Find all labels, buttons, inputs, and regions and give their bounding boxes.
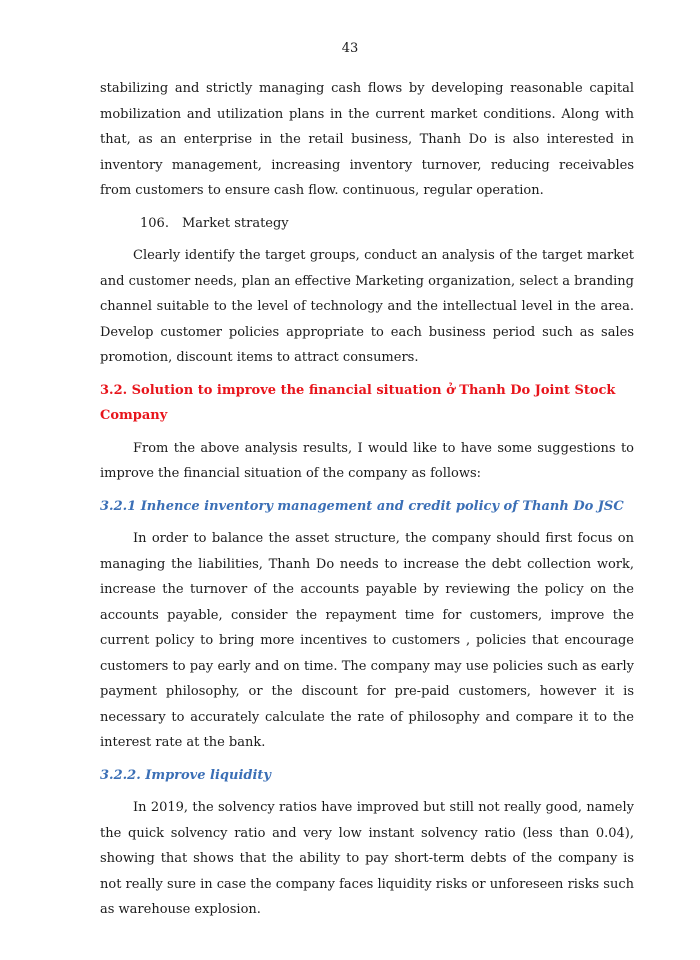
intro-paragraph: stabilizing and strictly managing cash flows by developing reasonable capital mobilization and utilization plans in the current market conditions. Along with that, as an enterprise in the retail business, Thanh Do is also interested in inventory management, increasing inventory turnover, reducing receivables from customers to ensure cash flow. continuous, regular operation. bbox=[100, 81, 634, 198]
section-heading-3-2-1: 3.2.1 Inhence inventory management and credit policy of Thanh Do JSC bbox=[100, 498, 624, 514]
section-heading-3-2-2: 3.2.2. Improve liquidity bbox=[100, 767, 271, 783]
page-number: 43 bbox=[341, 41, 359, 56]
list-item-number: 106. bbox=[140, 215, 169, 231]
page-body bbox=[100, 76, 634, 930]
market-strategy-paragraph: Clearly identify the target groups, conduct an analysis of the target market and customer needs, plan an effective Marketing organization, select a branding channel suitable to the level of technology and the intellectual level in the area. Develop customer policies appropriate to each business period such as sales promotion, discount items to attract consumers. bbox=[100, 248, 634, 365]
inventory-paragraph: In order to balance the asset structure, the company should first focus on managing the liabilities, Thanh Do needs to increase the debt collection work, increase the turnover of the accounts payable by reviewing the policy on the accounts payable, consider the repayment time for customers, improve the current policy to bring more incentives to customers , policies that encourage customers to pay early and on time. The company may use policies such as early payment philosophy, or the discount for pre-paid customers, however it is necessary to accurately calculate the rate of philosophy and compare it to the interest rate at the bank. bbox=[100, 531, 634, 750]
section-heading-3-2: 3.2. Solution to improve the financial situation ở Thanh Do Joint Stock Company bbox=[100, 382, 616, 423]
list-item-label: Market strategy bbox=[182, 215, 289, 231]
list-item-market-strategy bbox=[100, 211, 634, 237]
analysis-paragraph: From the above analysis results, I would like to have some suggestions to improve the financial situation of the company as follows: bbox=[100, 440, 634, 481]
liquidity-paragraph: In 2019, the solvency ratios have improved but still not really good, namely the quick solvency ratio and very low instant solvency ratio (less than 0.04), showing that shows that the ability to pay short-term debts of the company is not really sure in case the company faces liquidity risks or unforeseen risks such as warehouse explosion. bbox=[100, 800, 634, 917]
